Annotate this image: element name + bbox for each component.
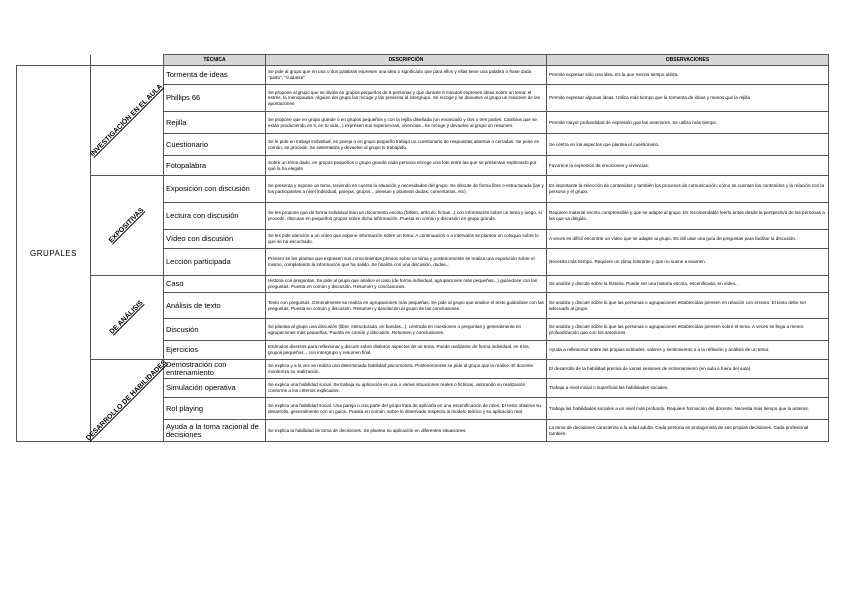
- technique-description: Historia con preguntas. Se pide al grupo que analice el caso (de forma individual, agrupaciones más pequeñas...) guiándose con las preguntas. Puesta en común y discusión. Resumen y conclusiones.: [266, 276, 547, 293]
- technique-description: Se les propone que de forma individual lean un documento escrito (folleto, artículo, fichas...) con información sobre un tema y luego, si procede, discutan en pequeños grupos sobre dicha información. Puesta en común y discusión en grupo grande.: [266, 203, 547, 230]
- category-label: INVESTIGACIÓN EN EL AULA: [89, 82, 165, 158]
- technique-observations: Se analiza y discute sobre la historia. Puede ser una historia escrita, escenificada, en vídeo...: [547, 276, 829, 293]
- technique-observations: El desarrollo de la habilidad precisa de varias sesiones de entrenamiento (en aula o fuera del aula).: [547, 360, 829, 379]
- technique-name: Vídeo con discusión: [164, 230, 266, 249]
- table-row: [17, 176, 829, 203]
- blank-header-group: [17, 55, 91, 66]
- technique-description: Se explica y a la vez se realiza una determinada habilidad psicomotora. Posteriormente se pide al grupo que la realice. El docente monitoriza su realización.: [266, 360, 547, 379]
- group-label: GRUPALES: [17, 66, 91, 442]
- technique-name: Lectura con discusión: [164, 203, 266, 230]
- technique-name: Simulación operativa: [164, 379, 266, 398]
- header-observaciones: OBSERVACIONES: [547, 55, 829, 66]
- technique-name: Cuestionario: [164, 134, 266, 156]
- technique-name: Phillips 66: [164, 85, 266, 112]
- technique-observations: Requiere material escrito comprensible y que se adapte al grupo. Es recomendable leerlo antes desde la perspectiva de las personas a las que va dirigido.: [547, 203, 829, 230]
- technique-description: Estímulos diversos para reflexionar y discutir sobre distintos aspectos de un tema. Puede realizarse de forma individual, en tríos, grupos pequeños... con intergrupo y resumen final.: [266, 341, 547, 360]
- technique-name: Rol playing: [164, 398, 266, 420]
- table-row: [17, 66, 829, 85]
- category-label: DESARROLLO DE HABILIDADES: [85, 358, 169, 442]
- header-row: [17, 55, 829, 66]
- table-row: [17, 276, 829, 293]
- technique-name: Ejercicios: [164, 341, 266, 360]
- technique-observations: Permite expresar sólo una idea. Es la que menos tiempo utiliza.: [547, 66, 829, 85]
- technique-observations: A veces es difícil encontrar un vídeo que se adapte al grupo. Es útil usar una guía de preguntas para facilitar la discusión.: [547, 230, 829, 249]
- technique-name: Análisis de texto: [164, 293, 266, 319]
- blank-header-category: [91, 55, 164, 66]
- technique-description: Se pide al grupo que en una o dos palabras expresen una idea o significado que para ellos y ellas tiene una palabra o frase dada "parto", "cuidarse": [266, 66, 547, 85]
- technique-observations: Se analiza y discute sobre lo que las personas o agrupaciones establecidas piensen sobre el tema. A veces se llega a menor profundización que con los anteriores.: [547, 319, 829, 341]
- technique-description: Se les pide atención a un vídeo que expone información sobre un tema. A continuación o a intervalos se plantea un coloquio sobre lo que se ha escuchado.: [266, 230, 547, 249]
- technique-observations: Es importante la selección de contenidos y también los procesos de comunicación: cómo se cuentan los contenidos y la relación con la persona y el grupo.: [547, 176, 829, 203]
- table-body: [17, 66, 829, 442]
- category-label: EXPOSITIVAS: [107, 206, 146, 244]
- table-row: [17, 360, 829, 379]
- technique-description: Primero se les plantea que expresen sus conocimientos previos sobre un tema y posteriormente se realiza una exposición sobre el mismo, completando la información que ha salido. Se finaliza con una discusión, dudas...: [266, 249, 547, 276]
- category-cell: [91, 66, 164, 176]
- technique-name: Rejilla: [164, 112, 266, 134]
- technique-name: Demostración con entrenamiento: [164, 360, 266, 379]
- technique-observations: Se analiza y discute sobre lo que las personas o agrupaciones establecidas piensen en relación con el texto. El texto debe ser adecuado al grupo.: [547, 293, 829, 319]
- category-cell: [91, 176, 164, 276]
- technique-description: Se presenta y expone un tema, teniendo en cuenta la situación y necesidades del grupo. Se discute de forma libre o estructurada (las y los participantes a nivel individual, parejas, grupos... piensan y plantean dudas, comentarios, etc).: [266, 176, 547, 203]
- technique-description: Se explica una habilidad social. Una pareja o una parte del grupo trata de aplicarla en una escenificación de roles. El resto observa su desarrollo, generalmente con un guion. Puesta en común, sobre lo observado respecto al modelo teórico y su aplicación real.: [266, 398, 547, 420]
- technique-observations: Necesita más tiempo. Requiere un clima tolerante y que no suene a examen.: [547, 249, 829, 276]
- technique-observations: Trabaja a nivel inicial o superficial las habilidades sociales.: [547, 379, 829, 398]
- technique-description: Se plantea al grupo una discusión (libre, estructurada, en bandas...), centrada en cuestiones o preguntas y generalmente en agrupaciones más pequeñas. Puesta en común y discusión. Resumen y conclusiones.: [266, 319, 547, 341]
- technique-observations: La toma de decisiones caracteriza a la edad adulta. Cada persona es protagonista de sus propias decisiones. Cada profesional también.: [547, 420, 829, 442]
- technique-name: Exposición con discusión: [164, 176, 266, 203]
- technique-observations: Favorece la expresión de emociones y vivencias.: [547, 156, 829, 176]
- technique-observations: Ayuda a reflexionar sobre las propias actitudes, valores y sentimientos o a la reflexión y análisis de un tema.: [547, 341, 829, 360]
- technique-name: Lección participada: [164, 249, 266, 276]
- category-label: DE ANÁLISIS: [108, 299, 145, 336]
- technique-name: Caso: [164, 276, 266, 293]
- technique-name: Fotopalabra: [164, 156, 266, 176]
- technique-observations: Permite expresar algunas ideas. Utiliza más tiempo que la tormenta de ideas y menos que la rejilla: [547, 85, 829, 112]
- technique-description: Sobre un tema dado, en grupos pequeños o grupo grande cada persona escoge una foto entre las que se presentan explicando por qué la ha elegido: [266, 156, 547, 176]
- technique-name: Ayuda a la toma racional de decisiones: [164, 420, 266, 442]
- technique-description: Se explica una habilidad social. Se trabaja su aplicación en una o varias situaciones reales o ficticias, valorando su realización conforme a los criterios explicados.: [266, 379, 547, 398]
- technique-observations: Se centra en los aspectos que plantea el cuestionario.: [547, 134, 829, 156]
- technique-name: Tormenta de ideas: [164, 66, 266, 85]
- technique-description: Se propone al grupo que se divida en grupos pequeños de 6 personas y que durante 6 minutos expresen ideas sobre un tema: el estrés, la menopausia. Alguien del grupo las recoge y las presenta al intergrupo. Se recoge y se devuelve al grupo un resumen de las aportaciones: [266, 85, 547, 112]
- technique-description: Se explica la habilidad de toma de decisiones. Se plantea su aplicación en diferentes situaciones.: [266, 420, 547, 442]
- technique-description: Se propone que en grupo grande o en grupos pequeños y con la rejilla diseñada (un enunciado y dos o tres partes: Cambios que se están produciendo en ti, en tu vida...) expresen sus experiencias, vivencias...Se recoge y devuelve al grupo un resumen.: [266, 112, 547, 134]
- category-cell: [85, 358, 169, 442]
- techniques-table: [16, 54, 829, 442]
- technique-observations: Permite mayor profundidad de expresión que las anteriores. Se utiliza más tiempo.: [547, 112, 829, 134]
- technique-observations: Trabaja las habilidades sociales a un nivel más profundo. Requiere formación del docente. Necesita más tiempo que la anterior.: [547, 398, 829, 420]
- technique-name: Discusión: [164, 319, 266, 341]
- technique-description: Texto con preguntas. Generalmente se realiza en agrupaciones más pequeñas. Se pide al grupo que analice el texto guiándose con las preguntas. Puesta en común y discusión. Resumen y devolución al grupo de las conclusiones.: [266, 293, 547, 319]
- header-descripcion: DESCRIPCIÓN: [266, 55, 547, 66]
- header-tecnica: TÉCNICA: [164, 55, 266, 66]
- technique-description: Se le pide un trabajo individual, en pareja o en grupo pequeño trabajo un cuestionario de respuestas abiertas o cerradas. Se pone en común, se procede. Se sistematiza y devuelve al grupo lo trabajado.: [266, 134, 547, 156]
- category-cell: [91, 276, 164, 360]
